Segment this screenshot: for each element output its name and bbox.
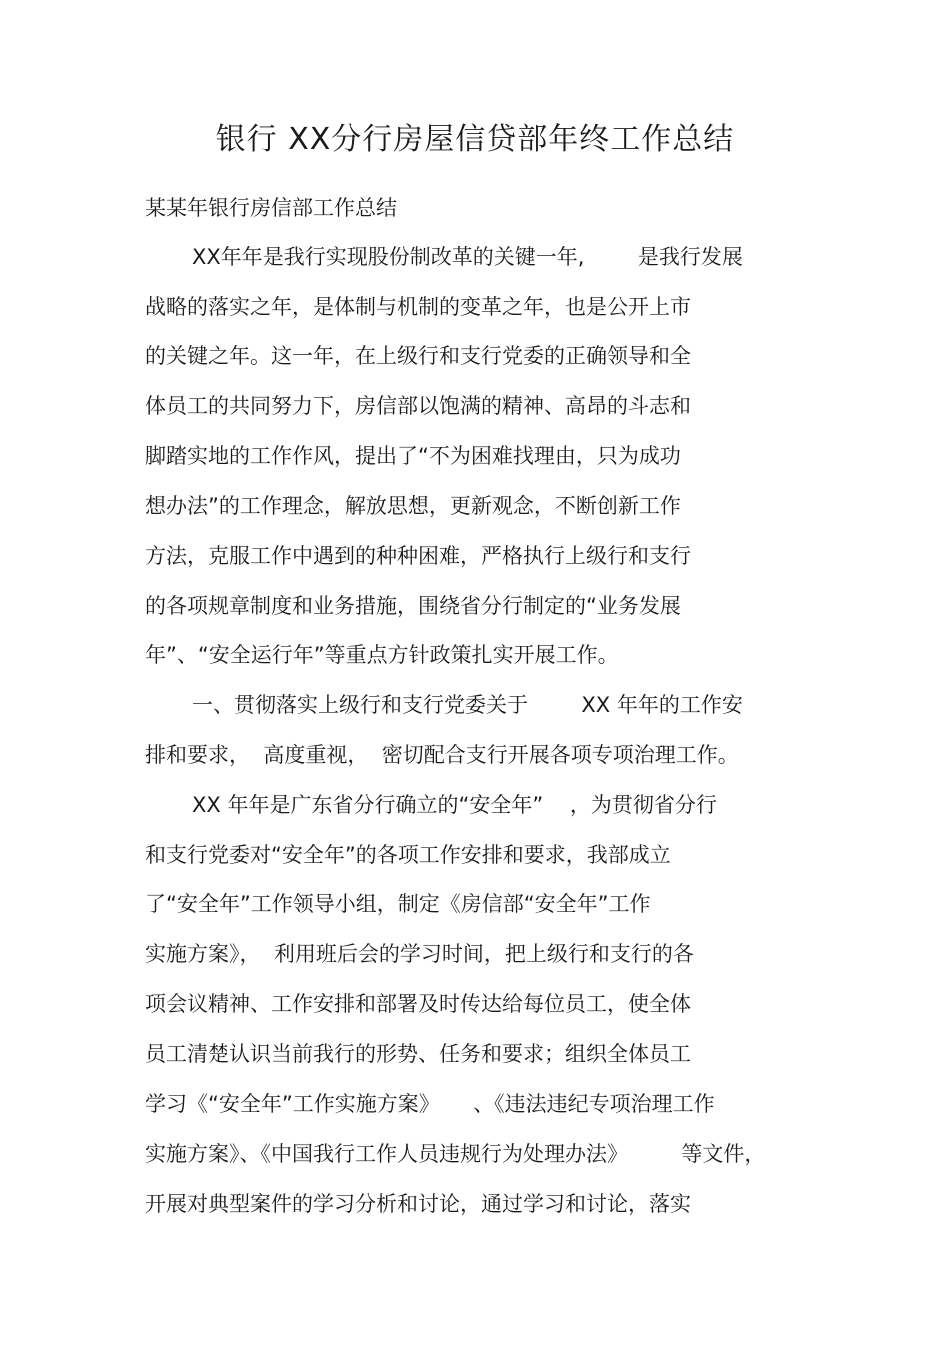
body-line: 战略的落实之年，是体制与机制的变革之年，也是公开上市 (145, 295, 691, 319)
body-line: 体员工的共同努力下，房信部以饱满的精神、高昂的斗志和 (145, 394, 691, 418)
document-title: 银行 XX分行房屋信贷部年终工作总结 (215, 122, 735, 157)
body-line: 方法，克服工作中遇到的种种困难，严格执行上级行和支行 (145, 544, 691, 568)
body-line: 的关键之年。这一年，在上级行和支行党委的正确领导和全 (145, 344, 691, 368)
body-line: 员工清楚认识当前我行的形势、任务和要求；组织全体员工 (145, 1042, 691, 1066)
body-line: 想办法”的工作理念，解放思想，更新观念，不断创新工作 (145, 494, 681, 518)
body-line: 和支行党委对“安全年”的各项工作安排和要求，我部成立 (145, 843, 671, 867)
body-line: 年”、“安全运行年”等重点方针政策扎实开展工作。 (145, 643, 619, 667)
body-line: 实施方案》、《中国我行工作人员违规行为处理办法》 等文件， (145, 1142, 766, 1166)
document-subtitle: 某某年银行房信部工作总结 (145, 196, 397, 220)
body-line: XX 年年是广东省分行确立的“安全年” ，为贯彻省分行 (192, 793, 717, 817)
body-line: 实施方案》， 利用班后会的学习时间，把上级行和支行的各 (145, 942, 694, 966)
section-heading-line: 排和要求， 高度重视， 密切配合支行开展各项专项治理工作。 (145, 743, 739, 767)
body-line: 开展对典型案件的学习分析和讨论，通过学习和讨论，落实 (145, 1192, 691, 1216)
body-line: 了“安全年”工作领导小组，制定《房信部“安全年”工作 (145, 892, 651, 916)
body-line: XX年年是我行实现股份制改革的关键一年, 是我行发展 (192, 245, 743, 269)
body-line: 脚踏实地的工作作风，提出了“不为困难找理由，只为成功 (145, 444, 681, 468)
body-line: 项会议精神、工作安排和部署及时传达给每位员工，使全体 (145, 992, 691, 1016)
body-line: 学习《“安全年”工作实施方案》 、《违法违纪专项治理工作 (145, 1092, 715, 1116)
body-line: 的各项规章制度和业务措施，围绕省分行制定的“业务发展 (145, 594, 681, 618)
section-heading-line: 一、贯彻落实上级行和支行党委关于 XX 年年的工作安 (192, 693, 743, 717)
